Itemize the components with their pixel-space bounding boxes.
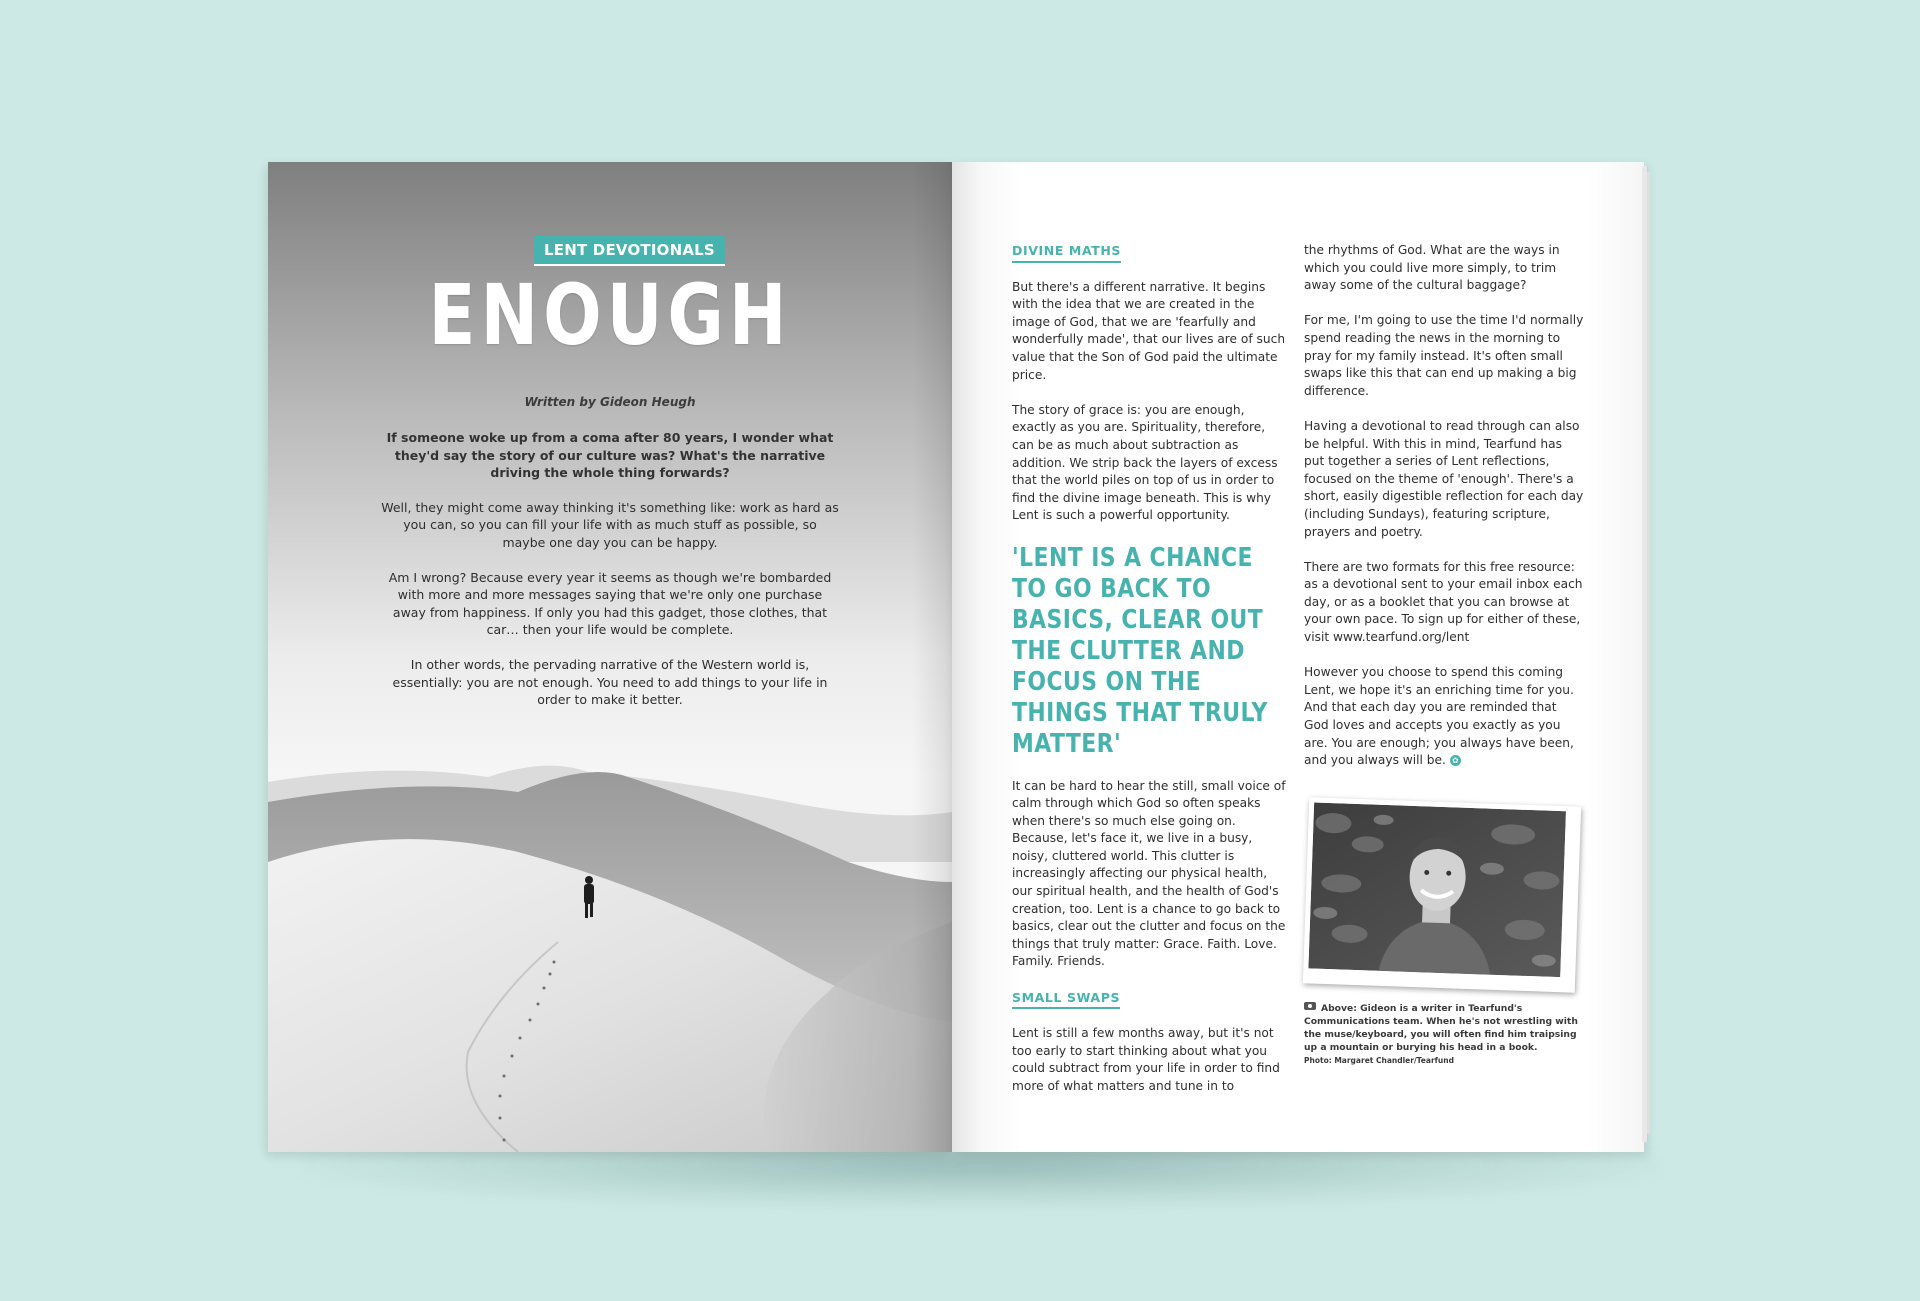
- body-paragraph: Having a devotional to read through can also be helpful. With this in mind, Tearfund has put together a series of Lent reflections, focused on the theme of 'enough'. There's a short, easily digestible reflection for each day (including Sundays), featuring scripture, prayers and poetry.: [1304, 418, 1584, 539]
- photo-credit: Photo: Margaret Chandler/Tearfund: [1304, 1056, 1454, 1065]
- column-1: [1012, 242, 1288, 1113]
- page-edge: [1647, 172, 1650, 1134]
- body-paragraph: For me, I'm going to use the time I'd normally spend reading the news in the morning to pray for my family instead. It's often small swaps like this that can end up making a big difference.: [1304, 313, 1584, 398]
- article-title: ENOUGH: [428, 266, 792, 364]
- camera-icon: [1304, 1002, 1316, 1010]
- left-page: [268, 162, 952, 1152]
- section-heading-small-swaps: SMALL SWAPS: [1012, 989, 1120, 1010]
- body-paragraph: But there's a different narrative. It begins with the idea that we are created in the image of God, that we are 'fearfully and wonderfully made', that our lives are of such value that the Son of God paid the ultimate price.: [1012, 279, 1286, 382]
- author-photo: [1303, 797, 1581, 992]
- body-paragraph: Lent is still a few months away, but it's not too early to start thinking about what you could subtract from your life in order to find more of what matters and tune in to: [1012, 1026, 1280, 1093]
- right-page: [952, 162, 1644, 1152]
- end-mark-icon: ✿: [1450, 755, 1461, 766]
- intro-paragraph: If someone woke up from a coma after 80 years, I wonder what they'd say the story of our culture was? What's the narrative driving the whole thing forwards?: [386, 430, 834, 481]
- closing-text: However you choose to spend this coming Lent, we hope it's an enriching time for you. And that each day you are reminded that God loves and accepts you exactly as you are. You are enough; you always have been, and you always will be.: [1304, 665, 1574, 768]
- body-paragraph: The story of grace is: you are enough, exactly as you are. Spirituality, therefore, can be as much about subtraction as addition. We strip back the layers of excess that the world piles on top of us in order to find the divine image beneath. This is why Lent is such a powerful opportunity.: [1012, 402, 1278, 523]
- intro-paragraph: Am I wrong? Because every year it seems as though we're bombarded with more and more messages saying that we're only one purchase away from happiness. If only you had this gadget, those clothes, that car… then your life would be complete.: [388, 569, 832, 638]
- caption-text: Above: Gideon is a writer in Tearfund's Communications team. When he's not wrestling with the muse/keyboard, you will often find him traipsing up a mountain or burying his head in a book.: [1304, 1003, 1578, 1053]
- section-heading-divine-maths: DIVINE MATHS: [1012, 242, 1121, 263]
- column-2: [1304, 242, 1584, 787]
- intro-paragraph: Well, they might come away thinking it's something like: work as hard as you can, so you can fill your life with as much stuff as possible, so maybe one day you can be happy.: [381, 499, 839, 550]
- byline: Written by Gideon Heugh: [524, 395, 696, 409]
- section-tag: LENT DEVOTIONALS: [534, 236, 725, 266]
- author-portrait-image: [1308, 802, 1566, 977]
- closing-paragraph: [1304, 664, 1584, 770]
- pull-quote: 'LENT IS A CHANCE TO GO BACK TO BASICS, CLEAR OUT THE CLUTTER AND FOCUS ON THE THINGS THAT TRULY MATTER': [1012, 542, 1268, 759]
- body-paragraph: the rhythms of God. What are the ways in which you could live more simply, to trim away some of the cultural baggage?: [1304, 243, 1560, 293]
- body-paragraph: There are two formats for this free resource: as a devotional sent to your email inbox each day, or as a booklet that you can browse at your own pace. To sign up for either of these, visit www.tearfund.org/lent: [1304, 559, 1583, 645]
- spine-shade: [912, 162, 952, 1152]
- body-paragraph: It can be hard to hear the still, small voice of calm through which God so often speaks when there's so much else going on. Because, let's face it, we live in a busy, noisy, cluttered world. This clutter is increasingly affecting our physical health, our spiritual health, and the health of God's creation, too. Lent is a chance to go back to basics, clear out the clutter and focus on the things that truly matter: Grace. Faith. Love. Family. Friends.: [1012, 778, 1286, 969]
- intro-paragraph: In other words, the pervading narrative of the Western world is, essentially: you are not enough. You need to add things to your life in order to make it better.: [392, 656, 828, 708]
- photo-caption: [1304, 1002, 1584, 1067]
- intro-text: [380, 429, 840, 726]
